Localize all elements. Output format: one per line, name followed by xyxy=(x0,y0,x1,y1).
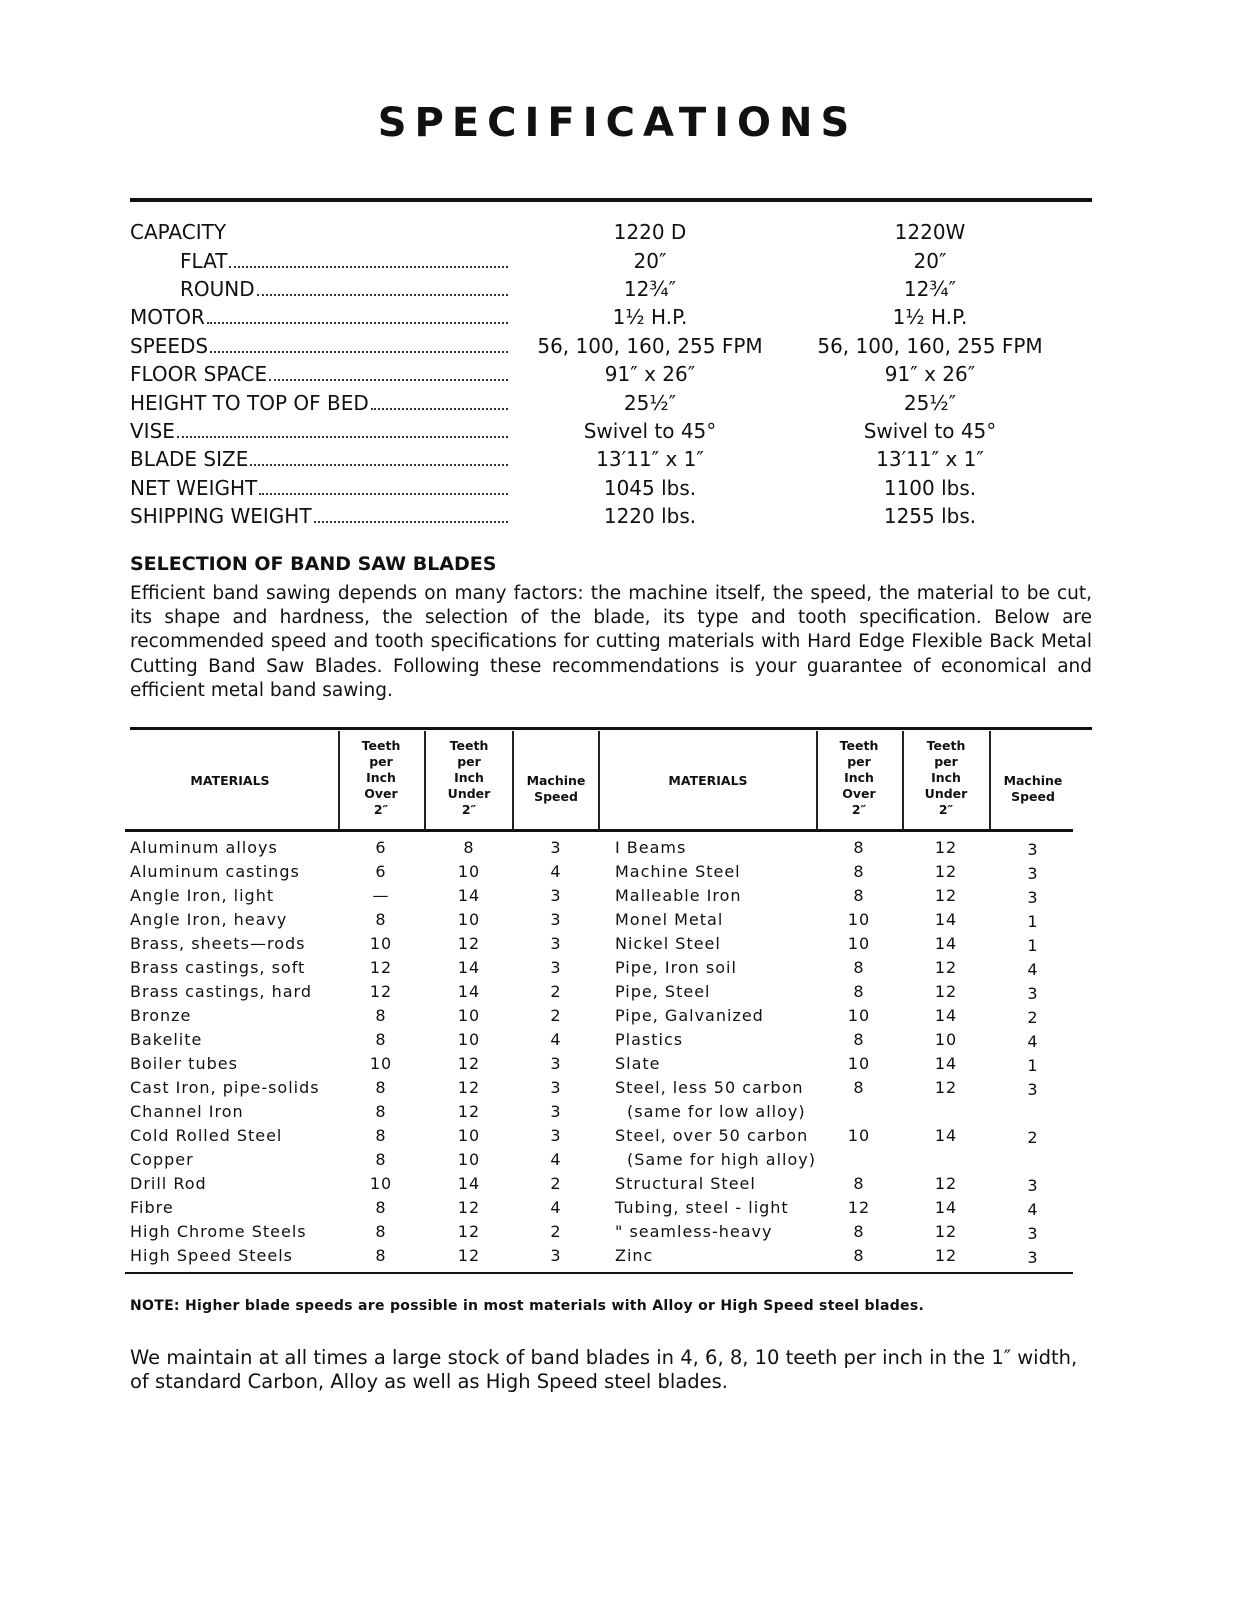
material-name-left: Fibre xyxy=(130,1198,174,1217)
header-machine-speed-right xyxy=(990,773,1076,805)
leader-dots xyxy=(229,265,508,268)
spec-value-1220d: 1045 lbs. xyxy=(603,475,697,500)
teeth-under-right: 12 xyxy=(934,1222,958,1241)
spec-value-1220w: 1½ H.P. xyxy=(892,305,968,330)
teeth-over-right: 8 xyxy=(853,1174,865,1193)
header-materials-left: MATERIALS xyxy=(190,773,270,788)
material-name-left: Copper xyxy=(130,1150,194,1169)
teeth-under-right: 10 xyxy=(934,1030,958,1049)
header-line: Speed xyxy=(534,789,578,804)
teeth-under-left: 12 xyxy=(457,1102,481,1121)
material-name-left: Bakelite xyxy=(130,1030,203,1049)
machine-speed-left: 3 xyxy=(550,1078,562,1097)
spec-label-text: BLADE SIZE xyxy=(130,447,249,472)
material-name-right: I Beams xyxy=(615,838,687,857)
column-divider xyxy=(424,731,426,829)
teeth-under-right xyxy=(903,1150,989,1174)
model-1220d-heading: 1220 D xyxy=(613,220,687,245)
leader-dots xyxy=(314,520,508,523)
leader-dots xyxy=(257,293,508,296)
teeth-over-right: 10 xyxy=(847,934,871,953)
material-name-right: Machine Steel xyxy=(615,862,741,881)
machine-speed-left: 3 xyxy=(550,958,562,977)
header-line: Over xyxy=(842,786,876,801)
header-line: per xyxy=(847,754,871,769)
material-name-left: Brass, sheets—rods xyxy=(130,934,306,953)
spec-label xyxy=(130,391,510,415)
header-line: per xyxy=(457,754,481,769)
spec-label-text: FLAT xyxy=(180,248,228,273)
note-label: NOTE: xyxy=(130,1298,180,1314)
teeth-over-right: 8 xyxy=(853,862,865,881)
spec-label xyxy=(130,447,510,471)
machine-speed-left: 3 xyxy=(550,1126,562,1145)
machine-speed-right: 3 xyxy=(1027,888,1039,907)
header-line: Teeth xyxy=(361,738,401,753)
materials-table-top-rule xyxy=(130,727,1092,730)
spec-row xyxy=(130,332,1092,360)
teeth-under-left: 14 xyxy=(457,958,481,977)
spec-row xyxy=(130,275,1092,303)
spec-row xyxy=(130,388,1092,416)
machine-speed-left: 2 xyxy=(550,1222,562,1241)
spec-value-1220w: 1100 lbs. xyxy=(883,475,977,500)
material-name-left: Bronze xyxy=(130,1006,192,1025)
header-teeth-over-right xyxy=(816,738,902,818)
machine-speed-right: 1 xyxy=(1027,912,1039,931)
leader-dots xyxy=(177,435,508,438)
teeth-over-left: 8 xyxy=(375,1126,387,1145)
material-name-left: Aluminum castings xyxy=(130,862,300,881)
page-title: SPECIFICATIONS xyxy=(377,100,858,146)
teeth-under-right: 14 xyxy=(934,1054,958,1073)
spec-value-1220w: 12¾″ xyxy=(903,276,957,301)
header-line: Speed xyxy=(1011,789,1055,804)
machine-speed-left: 3 xyxy=(550,910,562,929)
spec-label-text: VISE xyxy=(130,418,175,443)
machine-speed-right: 4 xyxy=(1027,1200,1039,1219)
teeth-under-left: 12 xyxy=(457,934,481,953)
material-name-right: Zinc xyxy=(615,1246,654,1265)
teeth-over-right: 10 xyxy=(847,1054,871,1073)
spec-row xyxy=(130,445,1092,473)
machine-speed-right: 2 xyxy=(1027,1128,1039,1147)
teeth-under-right: 12 xyxy=(934,1246,958,1265)
teeth-over-right xyxy=(816,1102,902,1126)
column-divider xyxy=(338,731,340,829)
spec-value-1220d: 1220 lbs. xyxy=(603,504,697,529)
teeth-under-left: 10 xyxy=(457,1006,481,1025)
column-divider xyxy=(598,731,600,829)
column-divider xyxy=(989,731,991,829)
spec-value-1220d: 20″ xyxy=(633,248,667,273)
material-name-left: Boiler tubes xyxy=(130,1054,238,1073)
teeth-under-left: 14 xyxy=(457,1174,481,1193)
teeth-over-left: 10 xyxy=(369,934,393,953)
header-line: 2″ xyxy=(461,802,477,817)
teeth-under-left: 10 xyxy=(457,910,481,929)
teeth-over-right: 8 xyxy=(853,1222,865,1241)
leader-dots xyxy=(371,407,508,410)
spec-table xyxy=(130,218,1092,530)
teeth-under-right: 14 xyxy=(934,910,958,929)
machine-speed-left: 3 xyxy=(550,838,562,857)
teeth-over-right: 8 xyxy=(853,1030,865,1049)
spec-label-text: CAPACITY xyxy=(130,220,227,245)
intro-paragraph: Efficient band sawing depends on many factors: the machine itself, the speed, the material to be cut, its shape and hardness, the selection of the blade, its type and tooth specification. Below are recommended speed and tooth specifications for cutting materials with Hard Edge Flexible Back Metal Cutting Band Saw Blades. Following these recommendations is your guarantee of economical and efficient metal band sawing. xyxy=(130,583,1092,701)
teeth-over-right: 12 xyxy=(847,1198,871,1217)
machine-speed-left: 4 xyxy=(550,1150,562,1169)
teeth-over-left: 12 xyxy=(369,982,393,1001)
header-line: per xyxy=(934,754,958,769)
machine-speed-right: 3 xyxy=(1027,1224,1039,1243)
machine-speed-right: 4 xyxy=(1027,1032,1039,1051)
machine-speed-left: 3 xyxy=(550,1054,562,1073)
teeth-over-left: 8 xyxy=(375,910,387,929)
teeth-over-left: — xyxy=(372,886,390,905)
spec-row xyxy=(130,417,1092,445)
material-name-left: High Speed Steels xyxy=(130,1246,293,1265)
header-line: Under xyxy=(447,786,491,801)
header-line: Inch xyxy=(844,770,874,785)
spec-label xyxy=(130,305,510,329)
teeth-over-right: 8 xyxy=(853,838,865,857)
spec-value-1220w: 1255 lbs. xyxy=(883,504,977,529)
spec-label-text: HEIGHT TO TOP OF BED xyxy=(130,390,369,415)
material-name-left: Angle Iron, heavy xyxy=(130,910,288,929)
header-line: Teeth xyxy=(839,738,879,753)
teeth-under-left: 12 xyxy=(457,1222,481,1241)
teeth-under-right: 14 xyxy=(934,1198,958,1217)
column-divider xyxy=(512,731,514,829)
spec-value-1220d: 12¾″ xyxy=(623,276,677,301)
leader-dots xyxy=(210,350,508,353)
title-rule xyxy=(130,198,1092,202)
spec-label xyxy=(130,362,510,386)
machine-speed-left: 3 xyxy=(550,934,562,953)
teeth-over-right: 8 xyxy=(853,1246,865,1265)
header-teeth-over-left xyxy=(338,738,424,818)
spec-label-text: NET WEIGHT xyxy=(130,475,258,500)
machine-speed-right: 3 xyxy=(1027,1176,1039,1195)
header-line: Inch xyxy=(454,770,484,785)
machine-speed-right xyxy=(990,1104,1076,1128)
material-name-right: Plastics xyxy=(615,1030,684,1049)
spec-row xyxy=(130,303,1092,331)
material-name-left: Angle Iron, light xyxy=(130,886,275,905)
material-name-right: Malleable Iron xyxy=(615,886,742,905)
header-line: 2″ xyxy=(938,802,954,817)
header-line: per xyxy=(369,754,393,769)
header-line: 2″ xyxy=(373,802,389,817)
spec-label xyxy=(130,476,510,500)
teeth-under-right: 12 xyxy=(934,886,958,905)
material-name-left: Cold Rolled Steel xyxy=(130,1126,283,1145)
teeth-over-left: 8 xyxy=(375,1102,387,1121)
teeth-under-left: 14 xyxy=(457,886,481,905)
teeth-under-left: 12 xyxy=(457,1246,481,1265)
spec-row xyxy=(130,218,1092,246)
teeth-over-left: 8 xyxy=(375,1222,387,1241)
header-line: 2″ xyxy=(851,802,867,817)
teeth-under-left: 12 xyxy=(457,1054,481,1073)
teeth-over-left: 10 xyxy=(369,1054,393,1073)
spec-label-text: SHIPPING WEIGHT xyxy=(130,504,312,529)
closing-paragraph: We maintain at all times a large stock of band blades in 4, 6, 8, 10 teeth per inch in the 1″ width, of standard Carbon, Alloy as well as High Speed steel blades. xyxy=(130,1346,1078,1393)
model-1220w-heading: 1220W xyxy=(894,220,966,245)
teeth-under-left: 12 xyxy=(457,1198,481,1217)
teeth-over-left: 8 xyxy=(375,1078,387,1097)
teeth-over-right: 10 xyxy=(847,910,871,929)
leader-dots xyxy=(259,492,508,495)
teeth-under-right: 12 xyxy=(934,862,958,881)
material-name-right: Monel Metal xyxy=(615,910,724,929)
teeth-over-left: 8 xyxy=(375,1006,387,1025)
spec-row xyxy=(130,246,1092,274)
spec-label-text: FLOOR SPACE xyxy=(130,362,268,387)
teeth-under-left: 10 xyxy=(457,1126,481,1145)
column-divider xyxy=(902,731,904,829)
teeth-over-left: 8 xyxy=(375,1030,387,1049)
machine-speed-left: 4 xyxy=(550,1198,562,1217)
machine-speed-left: 4 xyxy=(550,1030,562,1049)
teeth-under-left: 12 xyxy=(457,1078,481,1097)
spec-row xyxy=(130,502,1092,530)
material-name-left: Brass castings, soft xyxy=(130,958,306,977)
spec-value-1220w: 56, 100, 160, 255 FPM xyxy=(817,333,1043,358)
teeth-over-right: 8 xyxy=(853,958,865,977)
header-line: Under xyxy=(924,786,968,801)
teeth-under-left: 10 xyxy=(457,1030,481,1049)
spec-label-text: ROUND xyxy=(180,276,255,301)
material-name-left: Cast Iron, pipe-solids xyxy=(130,1078,320,1097)
machine-speed-left: 2 xyxy=(550,1174,562,1193)
teeth-over-right: 10 xyxy=(847,1126,871,1145)
teeth-over-right: 8 xyxy=(853,982,865,1001)
spec-label xyxy=(130,419,510,443)
material-name-left: Channel Iron xyxy=(130,1102,244,1121)
header-line: Teeth xyxy=(926,738,966,753)
spec-label-text: SPEEDS xyxy=(130,333,209,358)
material-name-right: Pipe, Steel xyxy=(615,982,711,1001)
material-name-left: Aluminum alloys xyxy=(130,838,278,857)
spec-row xyxy=(130,360,1092,388)
leader-dots xyxy=(269,378,508,381)
spec-value-1220d: 56, 100, 160, 255 FPM xyxy=(537,333,763,358)
machine-speed-right: 4 xyxy=(1027,960,1039,979)
material-name-right: (same for low alloy) xyxy=(627,1102,806,1121)
teeth-under-left: 8 xyxy=(463,838,475,857)
spec-value-1220d: 1½ H.P. xyxy=(612,305,688,330)
spec-value-1220w: 91″ x 26″ xyxy=(884,362,976,387)
teeth-over-left: 8 xyxy=(375,1150,387,1169)
machine-speed-left: 4 xyxy=(550,862,562,881)
teeth-over-right xyxy=(816,1150,902,1174)
header-line: Inch xyxy=(366,770,396,785)
spec-value-1220w: 25½″ xyxy=(903,390,957,415)
material-name-right: Pipe, Iron soil xyxy=(615,958,737,977)
teeth-over-left: 8 xyxy=(375,1246,387,1265)
header-teeth-under-left xyxy=(426,738,512,818)
machine-speed-right xyxy=(990,1152,1076,1176)
header-materials-right: MATERIALS xyxy=(668,773,748,788)
note xyxy=(130,1298,924,1314)
teeth-over-left: 10 xyxy=(369,1174,393,1193)
spec-label xyxy=(130,334,510,358)
teeth-under-right: 14 xyxy=(934,1006,958,1025)
material-name-left: Drill Rod xyxy=(130,1174,207,1193)
material-name-right: Structural Steel xyxy=(615,1174,756,1193)
teeth-under-right: 12 xyxy=(934,838,958,857)
header-line: Machine xyxy=(526,773,586,788)
teeth-over-right: 8 xyxy=(853,1078,865,1097)
spec-value-1220w: 20″ xyxy=(913,248,947,273)
spec-value-1220w: 13′11″ x 1″ xyxy=(876,447,984,472)
header-line: Teeth xyxy=(449,738,489,753)
machine-speed-right: 3 xyxy=(1027,1080,1039,1099)
header-teeth-under-right xyxy=(903,738,989,818)
teeth-under-left: 10 xyxy=(457,862,481,881)
material-name-left: High Chrome Steels xyxy=(130,1222,307,1241)
teeth-under-right: 12 xyxy=(934,1078,958,1097)
material-name-right: Nickel Steel xyxy=(615,934,721,953)
teeth-under-right: 12 xyxy=(934,1174,958,1193)
materials-table-header-rule xyxy=(125,829,1073,832)
teeth-over-left: 8 xyxy=(375,1198,387,1217)
spec-label-text: MOTOR xyxy=(130,305,205,330)
spec-label xyxy=(130,220,510,244)
material-name-right: Pipe, Galvanized xyxy=(615,1006,764,1025)
machine-speed-right: 1 xyxy=(1027,936,1039,955)
machine-speed-right: 1 xyxy=(1027,1056,1039,1075)
machine-speed-left: 3 xyxy=(550,1246,562,1265)
spec-value-1220d: 25½″ xyxy=(623,390,677,415)
header-line: Inch xyxy=(931,770,961,785)
spec-label xyxy=(130,504,510,528)
header-line: Machine xyxy=(1003,773,1063,788)
header-machine-speed-left xyxy=(513,773,599,805)
machine-speed-left: 3 xyxy=(550,1102,562,1121)
section-heading: SELECTION OF BAND SAW BLADES xyxy=(130,553,497,575)
teeth-under-right xyxy=(903,1102,989,1126)
machine-speed-right: 3 xyxy=(1027,1248,1039,1267)
teeth-under-right: 14 xyxy=(934,934,958,953)
teeth-under-left: 14 xyxy=(457,982,481,1001)
teeth-over-right: 10 xyxy=(847,1006,871,1025)
leader-dots xyxy=(207,321,508,324)
machine-speed-right: 3 xyxy=(1027,984,1039,1003)
spec-value-1220d: Swivel to 45° xyxy=(583,418,717,443)
machine-speed-left: 2 xyxy=(550,982,562,1001)
spec-value-1220d: 13′11″ x 1″ xyxy=(596,447,704,472)
column-divider xyxy=(816,731,818,829)
note-text: Higher blade speeds are possible in most materials with Alloy or High Speed steel blades. xyxy=(185,1298,925,1314)
material-name-right: Slate xyxy=(615,1054,661,1073)
teeth-over-left: 12 xyxy=(369,958,393,977)
material-name-right: Steel, less 50 carbon xyxy=(615,1078,804,1097)
material-name-right: " seamless-heavy xyxy=(615,1222,773,1241)
spec-value-1220w: Swivel to 45° xyxy=(863,418,997,443)
machine-speed-right: 2 xyxy=(1027,1008,1039,1027)
material-name-right: (Same for high alloy) xyxy=(627,1150,816,1169)
machine-speed-left: 2 xyxy=(550,1006,562,1025)
leader-dots xyxy=(250,463,508,466)
teeth-under-right: 12 xyxy=(934,982,958,1001)
teeth-under-right: 14 xyxy=(934,1126,958,1145)
material-name-right: Steel, over 50 carbon xyxy=(615,1126,809,1145)
spec-label xyxy=(130,277,510,301)
machine-speed-right: 3 xyxy=(1027,864,1039,883)
spec-value-1220d: 91″ x 26″ xyxy=(604,362,696,387)
material-name-right: Tubing, steel - light xyxy=(615,1198,789,1217)
spec-label xyxy=(130,249,510,273)
materials-table-bottom-rule xyxy=(125,1272,1073,1274)
teeth-under-right: 12 xyxy=(934,958,958,977)
machine-speed-right: 3 xyxy=(1027,840,1039,859)
teeth-over-right: 8 xyxy=(853,886,865,905)
teeth-under-left: 10 xyxy=(457,1150,481,1169)
spec-row xyxy=(130,474,1092,502)
teeth-over-left: 6 xyxy=(375,862,387,881)
header-line: Over xyxy=(364,786,398,801)
teeth-over-left: 6 xyxy=(375,838,387,857)
material-name-left: Brass castings, hard xyxy=(130,982,312,1001)
machine-speed-left: 3 xyxy=(550,886,562,905)
